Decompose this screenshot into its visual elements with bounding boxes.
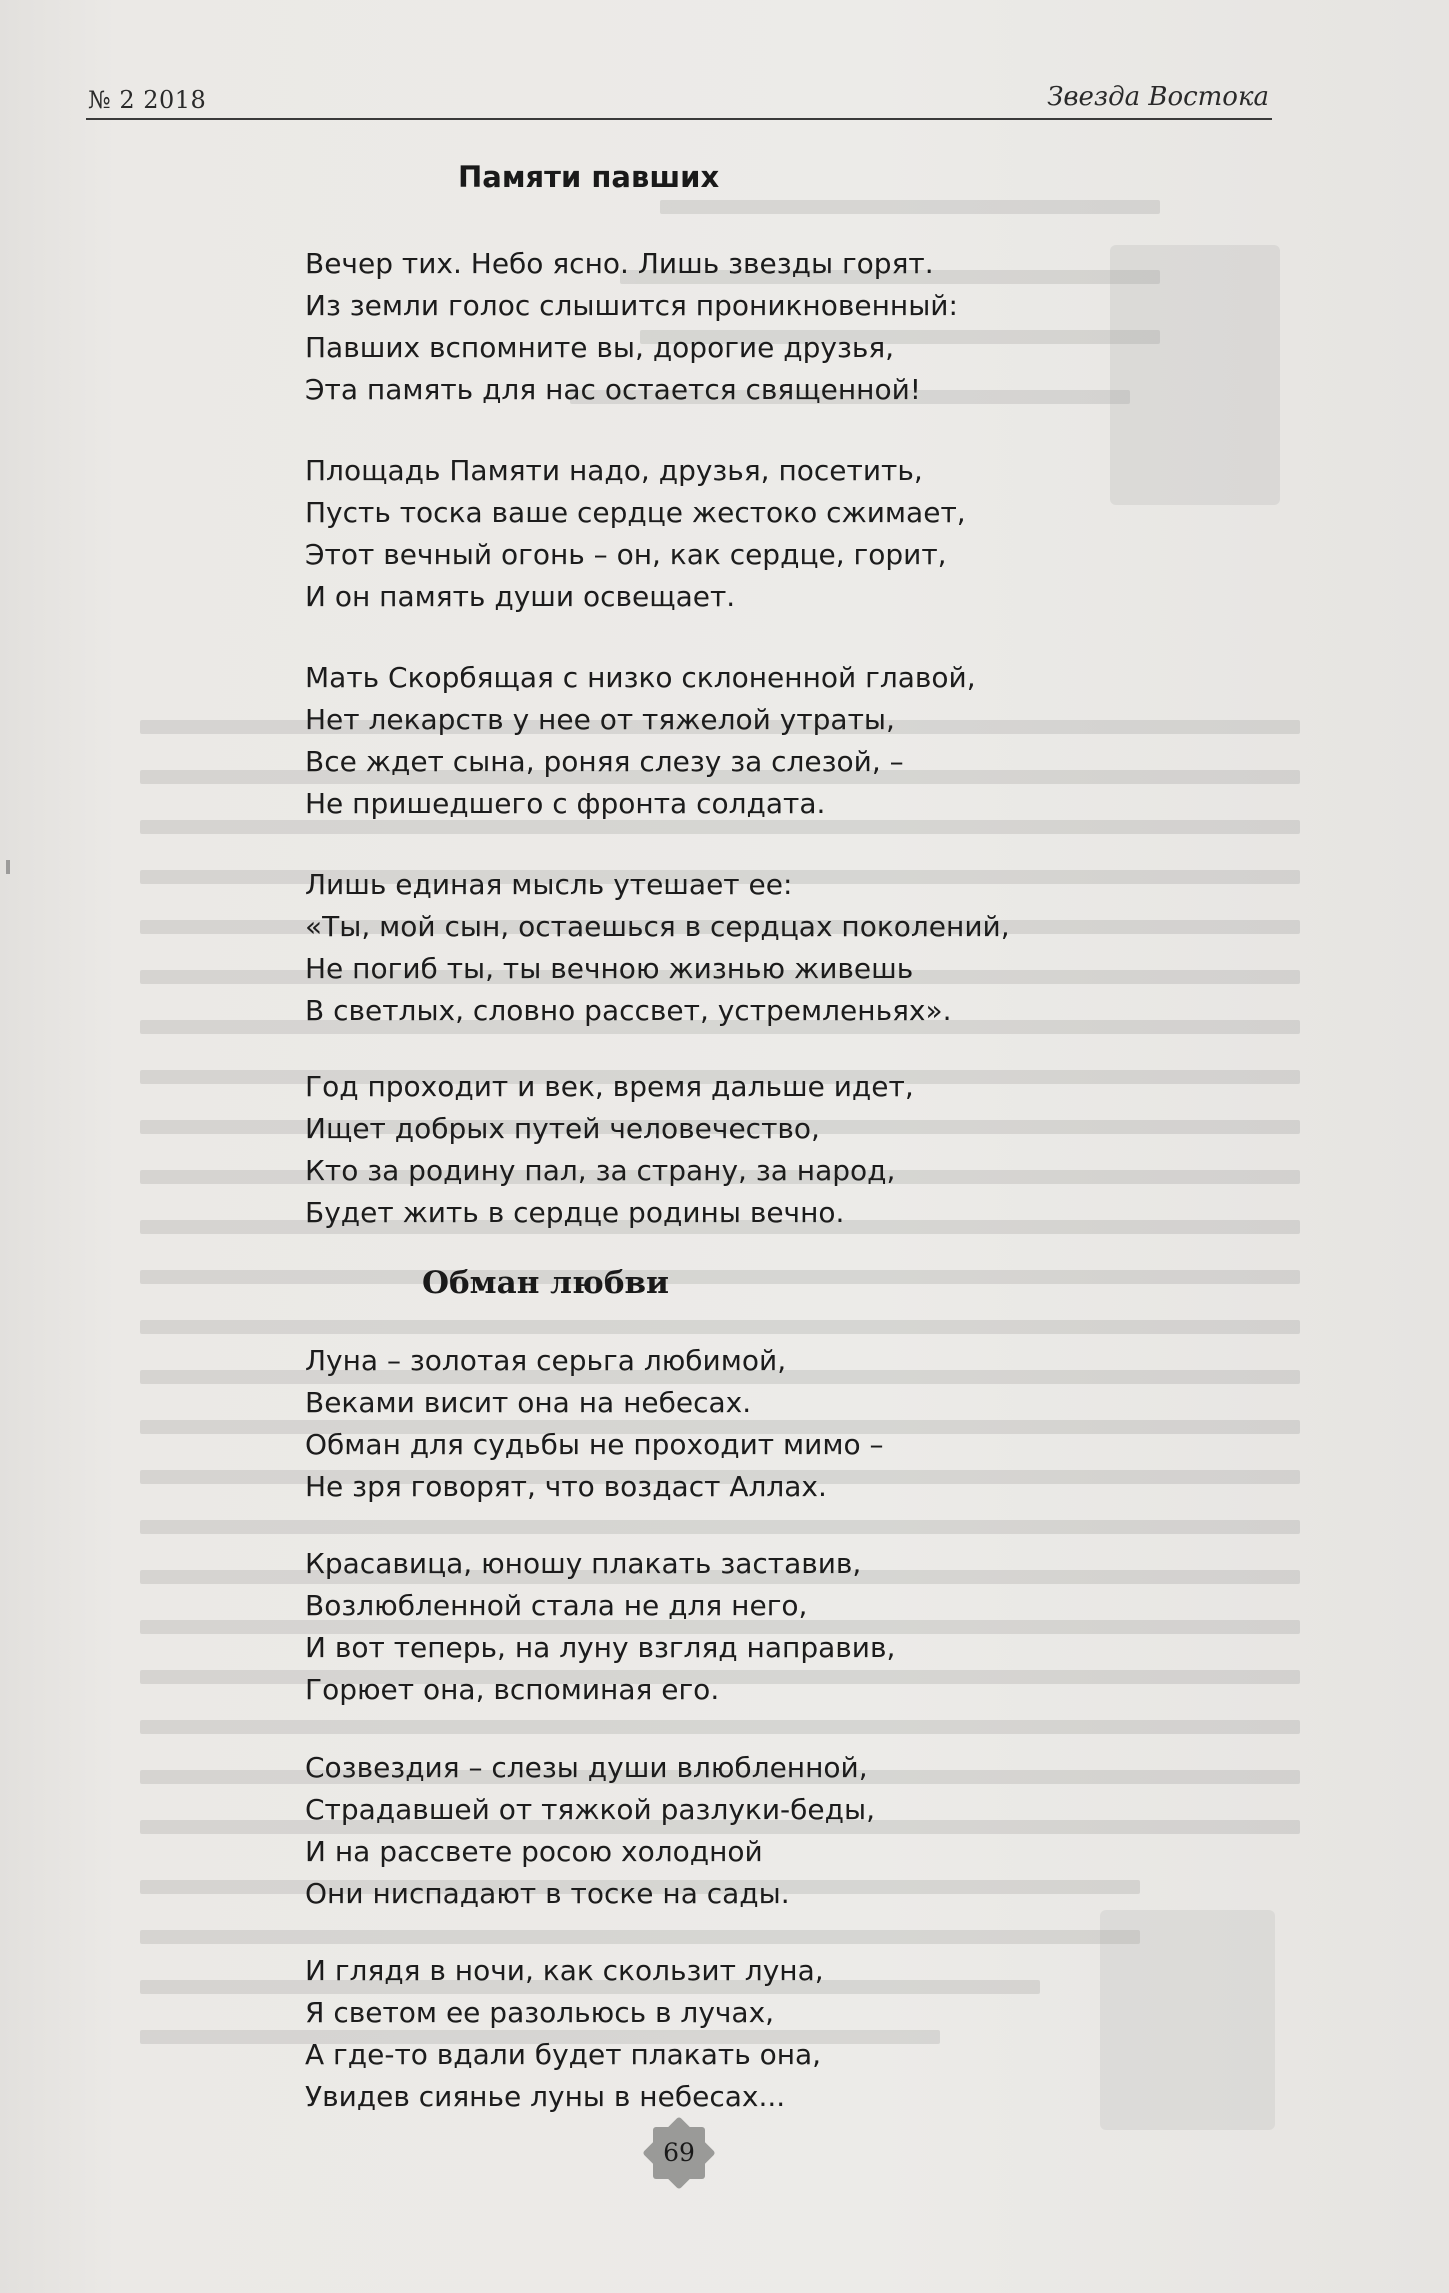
page-number: 69: [663, 2138, 695, 2167]
poem1-stanza-5: [305, 1066, 914, 1234]
poem-line: В светлых, словно рассвет, устремленьях».: [305, 994, 952, 1027]
poem-line: И вот теперь, на луну взгляд направив,: [305, 1631, 896, 1664]
show-through-photo: [1110, 245, 1280, 505]
poem-line: Павших вспомните вы, дорогие друзья,: [305, 331, 895, 364]
journal-title: Звезда Востока: [1047, 82, 1269, 112]
issue-number: № 2 2018: [88, 86, 207, 114]
poem1-stanza-1: [305, 243, 958, 411]
poem2-stanza-3: [305, 1747, 875, 1915]
show-through-photo-lower: [1100, 1910, 1275, 2130]
poem-line: Вечер тих. Небо ясно. Лишь звезды горят.: [305, 247, 934, 280]
header-rule: [86, 118, 1272, 120]
poem-title-pamyati: Памяти павших: [458, 160, 720, 194]
poem-line: И на рассвете росою холодной: [305, 1835, 763, 1868]
poem-line: Не пришедшего с фронта солдата.: [305, 787, 826, 820]
poem-line: Эта память для нас остается священной!: [305, 373, 921, 406]
poem-line: Луна – золотая серьга любимой,: [305, 1344, 787, 1377]
poem-line: Они ниспадают в тоске на сады.: [305, 1877, 790, 1910]
poem-line: Лишь единая мысль утешает ее:: [305, 868, 793, 901]
poem-line: Созвездия – слезы души влюбленной,: [305, 1751, 868, 1784]
poem-line: Не погиб ты, ты вечною жизнью живешь: [305, 952, 914, 985]
poem-line: Не зря говорят, что воздаст Аллах.: [305, 1470, 827, 1503]
poem-line: Кто за родину пал, за страну, за народ,: [305, 1154, 896, 1187]
poem-line: Площадь Памяти надо, друзья, посетить,: [305, 454, 923, 487]
poem-line: Из земли голос слышится проникновенный:: [305, 289, 958, 322]
poem-line: И глядя в ночи, как скользит луна,: [305, 1954, 824, 1987]
poem-line: Страдавшей от тяжкой разлуки-беды,: [305, 1793, 875, 1826]
margin-mark: [6, 860, 10, 874]
poem-line: Веками висит она на небесах.: [305, 1386, 752, 1419]
poem-line: Мать Скорбящая с низко склоненной главой,: [305, 661, 976, 694]
poem-line: «Ты, мой сын, остаешься в сердцах поколений,: [305, 910, 1010, 943]
poem-line: Все ждет сына, роняя слезу за слезой, –: [305, 745, 904, 778]
poem-line: Горюет она, вспоминая его.: [305, 1673, 720, 1706]
poem2-stanza-4: [305, 1950, 824, 2118]
poem-line: Пусть тоска ваше сердце жестоко сжимает,: [305, 496, 966, 529]
poem-line: Увидев сиянье луны в небесах...: [305, 2080, 786, 2113]
poem2-stanza-1: [305, 1340, 883, 1508]
poem-line: Нет лекарств у нее от тяжелой утраты,: [305, 703, 895, 736]
poem-line: Я светом ее разольюсь в лучах,: [305, 1996, 775, 2029]
poem-line: Этот вечный огонь – он, как сердце, горит,: [305, 538, 947, 571]
poem-line: А где-то вдали будет плакать она,: [305, 2038, 822, 2071]
poem-title-obman: Обман любви: [422, 1265, 670, 1301]
poem-line: Обман для судьбы не проходит мимо –: [305, 1428, 884, 1461]
poem1-stanza-2: [305, 450, 966, 618]
poem-line: Год проходит и век, время дальше идет,: [305, 1070, 914, 1103]
poem-line: Красавица, юношу плакать заставив,: [305, 1547, 862, 1580]
page-number-badge: [641, 2115, 717, 2191]
poem1-stanza-4: [305, 864, 1010, 1032]
poem2-stanza-2: [305, 1543, 895, 1711]
poem-line: Возлюбленной стала не для него,: [305, 1589, 808, 1622]
poem-line: И он память души освещает.: [305, 580, 736, 613]
poem-line: Ищет добрых путей человечество,: [305, 1112, 820, 1145]
poem1-stanza-3: [305, 657, 976, 825]
poem-line: Будет жить в сердце родины вечно.: [305, 1196, 845, 1229]
